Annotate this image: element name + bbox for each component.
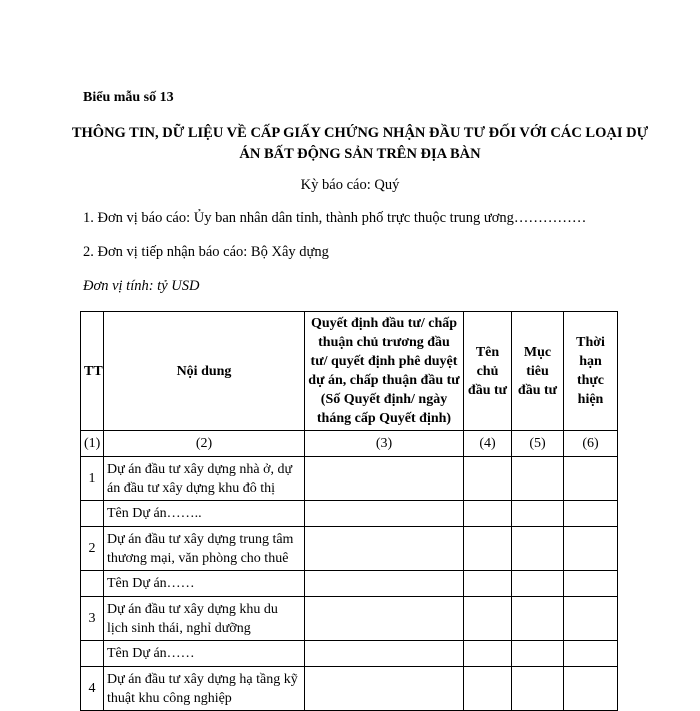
row-number: 4 [81,667,104,711]
table-row [81,571,618,597]
unit-of-measure: Đơn vị tính: tỷ USD [83,278,200,294]
empty-cell [464,501,512,527]
empty-cell [464,641,512,667]
row-number: 3 [81,597,104,641]
row-content: Dự án đầu tư xây dựng nhà ở, dự án đầu tư xây dựng khu đô thị [104,457,305,501]
row-content: Dự án đầu tư xây dựng trung tâm thương mại, văn phòng cho thuê [104,527,305,571]
empty-cell [512,641,564,667]
empty-cell [512,527,564,571]
empty-cell [564,597,618,641]
empty-cell [305,501,464,527]
empty-cell [512,457,564,501]
empty-cell [512,571,564,597]
header-decision: Quyết định đầu tư/ chấp thuận chủ trương đầu tư/ quyết định phê duyệt dự án, chấp thuận đầu tư (Số Quyết định/ ngày tháng cấp Quyết định) [305,312,464,431]
table-row [81,501,618,527]
index-cell: (4) [464,431,512,457]
empty-cell [564,571,618,597]
index-cell: (1) [81,431,104,457]
empty-cell [564,527,618,571]
empty-cell [512,597,564,641]
index-cell: (3) [305,431,464,457]
row-number [81,571,104,597]
empty-cell [305,667,464,711]
row-number [81,501,104,527]
empty-cell [564,501,618,527]
table-header-row [81,312,618,431]
row-content: Tên Dự án…… [104,571,305,597]
report-table [80,311,618,711]
header-content: Nội dung [104,312,305,431]
row-number: 2 [81,527,104,571]
table-row [81,597,618,641]
index-cell: (5) [512,431,564,457]
table-row [81,641,618,667]
empty-cell [464,457,512,501]
empty-cell [464,597,512,641]
table-row [81,667,618,711]
empty-cell [512,667,564,711]
empty-cell [512,501,564,527]
header-objective: Mục tiêu đầu tư [512,312,564,431]
reporting-unit: 1. Đơn vị báo cáo: Ủy ban nhân dân tỉnh, thành phố trực thuộc trung ương…………… [83,210,587,226]
document-title: THÔNG TIN, DỮ LIỆU VỀ CẤP GIẤY CHỨNG NHẬN ĐẦU TƯ ĐỐI VỚI CÁC LOẠI DỰ ÁN BẤT ĐỘNG SẢN TRÊN ĐỊA BÀN [71,125,649,162]
row-number: 1 [81,457,104,501]
table-row [81,527,618,571]
row-number [81,641,104,667]
empty-cell [564,667,618,711]
empty-cell [464,527,512,571]
column-index-row [81,431,618,457]
empty-cell [305,571,464,597]
index-cell: (2) [104,431,305,457]
empty-cell [305,597,464,641]
header-investor: Tên chủ đầu tư [464,312,512,431]
empty-cell [564,457,618,501]
receiving-unit: 2. Đơn vị tiếp nhận báo cáo: Bộ Xây dựng [83,244,329,260]
empty-cell [564,641,618,667]
empty-cell [464,571,512,597]
row-content: Dự án đầu tư xây dựng khu du lịch sinh thái, nghỉ dưỡng [104,597,305,641]
row-content: Tên Dự án…….. [104,501,305,527]
header-duration: Thời hạn thực hiện [564,312,618,431]
empty-cell [305,641,464,667]
empty-cell [305,527,464,571]
empty-cell [305,457,464,501]
row-content: Dự án đầu tư xây dựng hạ tầng kỹ thuật khu công nghiệp [104,667,305,711]
empty-cell [464,667,512,711]
reporting-period: Kỳ báo cáo: Quý [300,177,400,193]
form-number: Biểu mẫu số 13 [83,90,174,105]
table-row [81,457,618,501]
header-tt: TT [81,312,104,431]
index-cell: (6) [564,431,618,457]
row-content: Tên Dự án…… [104,641,305,667]
